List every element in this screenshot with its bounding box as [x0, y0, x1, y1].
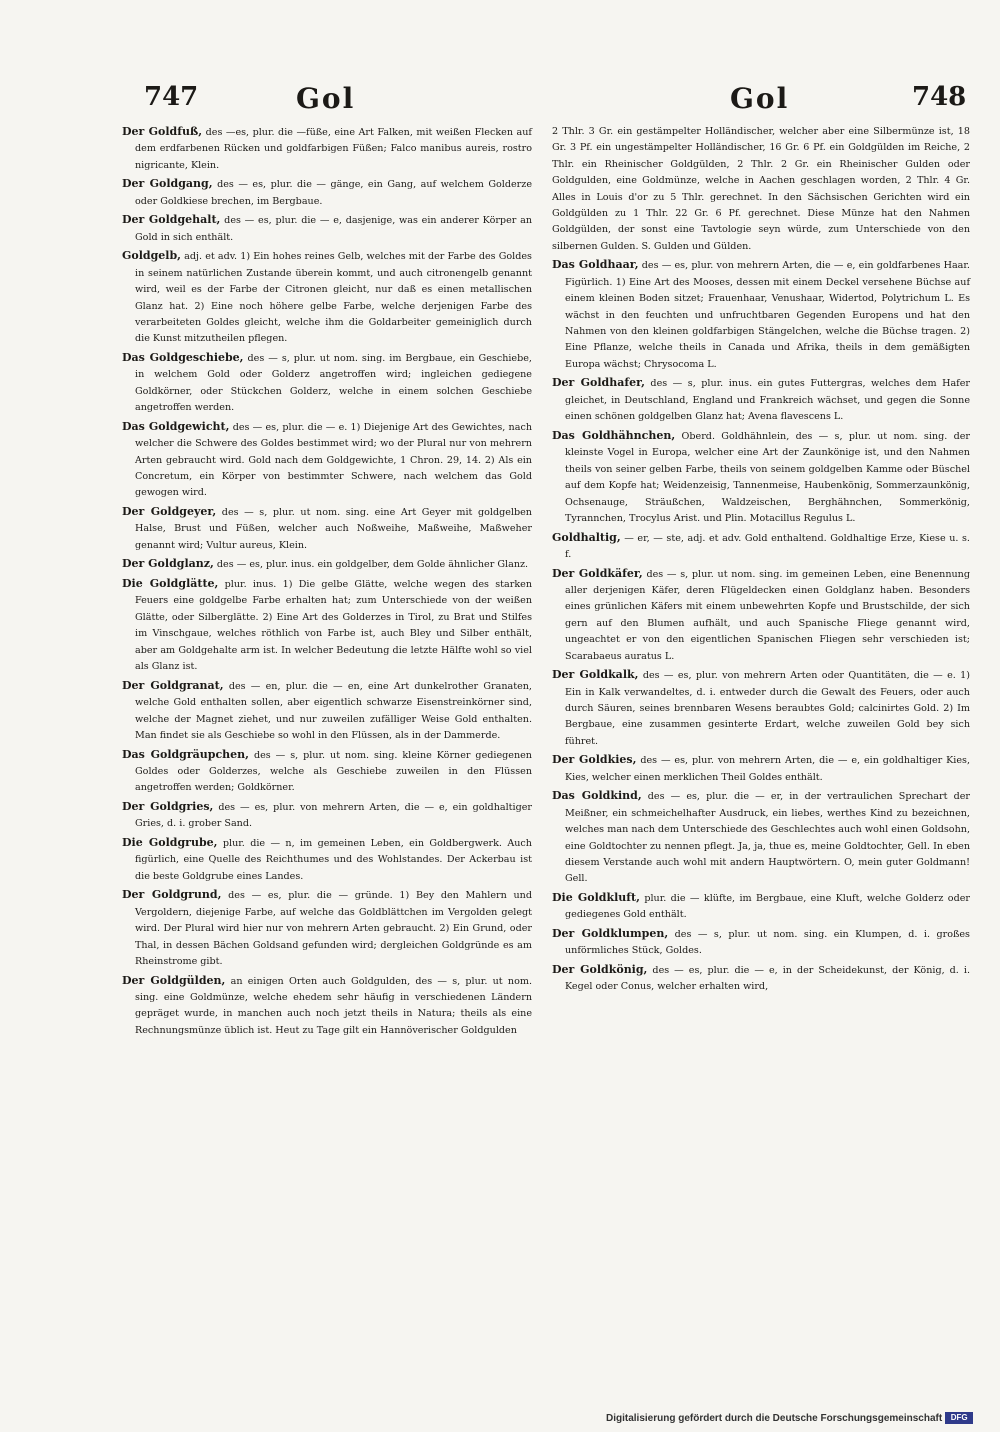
- dictionary-entry: [552, 788, 970, 887]
- dictionary-entry: [552, 375, 970, 425]
- dictionary-entry: [552, 566, 970, 665]
- dictionary-entry: [122, 678, 532, 745]
- dictionary-entry: [552, 752, 970, 786]
- entry-headword: Das Goldhähnchen,: [552, 428, 676, 442]
- dictionary-entry: [552, 962, 970, 996]
- entry-headword: Die Goldgrube,: [122, 835, 218, 849]
- entry-headword: Die Goldglätte,: [122, 577, 219, 591]
- entry-headword: Der Goldklumpen,: [552, 926, 669, 940]
- entry-headword: Der Goldgeyer,: [122, 505, 217, 519]
- entry-headword: Der Goldkalk,: [552, 668, 639, 682]
- dictionary-entry: [552, 667, 970, 750]
- footer-credit: Digitalisierung gefördert durch die Deutsche Forschungsgemeinschaft: [606, 1412, 943, 1424]
- dictionary-entry: [122, 747, 532, 797]
- entry-text: plur. inus. 1) Die gelbe Glätte, welche wegen des starken Feuers eine goldgelbe Farbe erhalten hat; zum Unterschiede von der weißen Glätte, oder Silberglätte. 2) Eine Art des Golderzes in Tirol, zu Brat und Stilfes im Vinschgaue, welches röthlich von Farbe ist, auch Bley und Silber enthält, aber am Goldgehalte arm ist. In welcher Bedeutung die letzte Hälfte wohl so viel als Glanz ist.: [135, 579, 532, 673]
- entry-headword: Das Goldhaar,: [552, 258, 639, 272]
- entry-text: plur. die — n, im gemeinen Leben, ein Goldbergwerk. Auch figürlich, eine Quelle des Reichthumes und des Wohlstandes. Der Ackerbau ist die beste Goldgrube eines Landes.: [135, 837, 532, 882]
- dictionary-entry: [122, 887, 532, 970]
- entry-headword: Die Goldkluft,: [552, 890, 640, 904]
- dictionary-entry: [122, 419, 532, 502]
- entry-headword: Der Goldgang,: [122, 177, 213, 191]
- entry-text: des — es, plur. die — e, in der Scheidekunst, der König, d. i. Kegel oder Conus, welcher erhalten wird,: [565, 964, 970, 993]
- dictionary-entry: [122, 799, 532, 833]
- entry-text: des — es, plur. von mehrern Arten, die — e, ein goldhaltiger Gries, d. i. grober Sand.: [135, 801, 532, 830]
- entry-text: des — s, plur. ut nom. sing. kleine Körner gediegenen Goldes oder Golderzes, welche als Geschiebe zuweilen in den Flüssen angetroffen werden; Goldkörner.: [135, 749, 532, 794]
- page-number-left: 747: [144, 82, 199, 112]
- dictionary-entry: [122, 504, 532, 554]
- entry-headword: Das Goldgräupchen,: [122, 747, 250, 761]
- entry-headword: Das Goldkind,: [552, 789, 642, 803]
- left-column: [122, 124, 532, 1041]
- dictionary-entry: [122, 835, 532, 885]
- dictionary-entry: [122, 212, 532, 246]
- dictionary-entry: [552, 428, 970, 527]
- entry-text: des — es, plur. die — e, dasjenige, was ein anderer Körper an Gold in sich enthält.: [135, 215, 533, 243]
- dictionary-entry: [552, 257, 970, 373]
- entry-text: des —es, plur. die —füße, eine Art Falken, mit weißen Flecken auf dem erdfarbenen Rücken und goldfarbigen Füßen; Falco manibus aureis, rostro nigricante, Klein.: [135, 127, 532, 171]
- dictionary-entry-continuation: [552, 124, 970, 255]
- catchword-left: Gol: [296, 82, 356, 115]
- entry-headword: Der Goldhafer,: [552, 376, 645, 390]
- entry-text: des — s, plur. ut nom. sing. im Bergbaue, ein Geschiebe, in welchem Gold oder Golderz angetroffen wird; ingleichen gediegene Goldkörner, oder Stückchen Golderz, welche in einem solchen Geschiebe angetroffen werden.: [135, 353, 532, 414]
- entry-text: des — s, plur. inus. ein gutes Futtergras, welches dem Hafer gleichet, in Deutschland, England und Frankreich wächset, und gegen die Sonne einen schönen goldgelben Glanz hat; Avena flavescens L.: [565, 378, 970, 423]
- entry-text: des — es, plur. von mehrern Arten, die — e, ein goldfarbenes Haar. Figürlich. 1) Eine Art des Mooses, dessen mit einem Deckel versehene Büchse auf einem kleinen Boden sitzet; Frauenhaar, Venushaar, Widertod, Polytrichum L. Es wächst in den feuchten und unfruchtbaren Gegenden Europens und hat den Nahmen von den kleinen goldfarbigen Stängelchen, welche die Büchse tragen. 2) Eine Pflanze, welche theils in Canada und Afrika, theils in dem gemäßigten Europa wächst; Chrysocoma L.: [565, 260, 970, 370]
- entry-text: des — s, plur. ut nom. sing. ein Klumpen, d. i. großes unförmliches Stück, Goldes.: [565, 928, 970, 957]
- entry-text: des — es, plur. von mehrern Arten oder Quantitäten, die — e. 1) Ein in Kalk verwandeltes, d. i. entweder durch die Gewalt des Feuers, oder auch durch Säuren, seines brennbaren Wesens beraubtes Gold; calcinirtes Gold. 2) Im Bergbaue, eine zusammen gesinterte Erdart, welche zuweilen Gold bey sich führet.: [565, 670, 970, 747]
- entry-text: des — s, plur. ut nom. sing. im gemeinen Leben, eine Benennung aller derjenigen Käfer, deren Flügeldecken einen Goldglanz haben. Besonders eines grünlichen Käfers mit einem unbewehrten Kopfe und Brustschilde, der sich gern auf den Blumen aufhält, und auch Spanische Fliege genannt wird, ungeachtet er von den eigentlichen Spanischen Fliegen sehr verschieden ist; Scarabaeus auratus L.: [565, 568, 970, 662]
- entry-headword: Der Goldkönig,: [552, 962, 648, 976]
- entry-text: 2 Thlr. 3 Gr. ein gestämpelter Holländischer, welcher aber eine Silbermünze ist, 18 Gr. 3 Pf. ein ungestämpelter Holländischer, 16 Gr. 6 Pf. ein Goldgülden im Reiche, 2 Thlr. ein Rheinischer Goldgülden, 2 Thlr. 2 Gr. ein Rheinischer Gulden oder Goldgulden, eine Goldmünze, welche in Aachen geschlagen worden, 2 Thlr. 4 Gr. Alles in Louis d'or zu 5 Thlr. gerechnet. In den Sächsischen Gerichten wird ein Goldgülden zu 1 Thlr. 22 Gr. 6 Pf. gerechnet. Diese Münze hat den Nahmen Goldgülden, der sonst eine Tavtologie seyn würde, zum Unterschiede von den silbernen Gulden. S. Gulden und Gülden.: [552, 126, 970, 252]
- entry-headword: Der Goldkies,: [552, 753, 637, 767]
- digitization-footer: [606, 1412, 973, 1424]
- entry-text: des — es, plur. die — e. 1) Diejenige Art des Gewichtes, nach welcher die Schwere des Goldes bestimmet wird; wo der Plural nur von mehrern Arten gebraucht wird. Gold nach dem Goldgewichte, 1 Chron. 29, 14. 2) Als ein Concretum, ein Körper von bestimmter Schwere, nach welchem das Gold gewogen wird.: [135, 421, 532, 499]
- entry-text: adj. et adv. 1) Ein hohes reines Gelb, welches mit der Farbe des Goldes in seinem natürlichen Zustande überein kommt, und auch citronengelb genannt wird, weil es der Farbe der Citronen gleicht, nur daß es einen metallischen Glanz hat. 2) Eine noch höhere gelbe Farbe, welche derjenigen Farbe des verarbeiteten Goldes gleicht, welche ihm die Goldarbeiter gemeiniglich durch die Kunst mitzutheilen pflegen.: [135, 251, 532, 345]
- entry-headword: Das Goldgewicht,: [122, 419, 230, 433]
- entry-headword: Der Goldgranat,: [122, 678, 224, 692]
- catchword-right: Gol: [730, 82, 790, 115]
- entry-headword: Der Goldglanz,: [122, 557, 214, 571]
- entry-headword: Der Goldgries,: [122, 799, 214, 813]
- dictionary-entry: [122, 556, 532, 573]
- entry-text: des — es, plur. die — gänge, ein Gang, auf welchem Golderze oder Goldkiese brechen, im Bergbaue.: [135, 179, 532, 207]
- dictionary-entry: [122, 576, 532, 675]
- entry-text: des — en, plur. die — en, eine Art dunkelrother Granaten, welche Gold enthalten sollen, aber eigentlich schwarze Eisenstreinkörner sind, welche der Magnet ziehet, und nur zuweilen zufälliger Weise Gold enthalten. Man findet sie als Geschiebe so wohl in den Flüssen, als in der Dammerde.: [135, 680, 532, 741]
- entry-text: des — s, plur. ut nom. sing. eine Art Geyer mit goldgelben Halse, Brust und Füßen, welcher auch Noßweihe, Maßweihe, Maßweher genannt wird; Vultur aureus, Klein.: [135, 507, 532, 551]
- right-column: [552, 124, 970, 998]
- entry-text: des — es, plur. von mehrern Arten, die — e, ein goldhaltiger Kies, Kies, welcher einen merklichen Theil Goldes enthält.: [565, 755, 970, 783]
- dictionary-entry: [122, 124, 532, 174]
- entry-headword: Der Goldfuß,: [122, 125, 203, 138]
- entry-text: an einigen Orten auch Goldgulden, des — s, plur. ut nom. sing. eine Goldmünze, welche ehedem sehr häufig in verschiedenen Ländern gepräget wurde, in manchen auch noch jetzt theils in Natura; theils als eine Rechnungsmünze üblich ist. Heut zu Tage gilt ein Hannöverischer Goldgulden: [135, 975, 532, 1036]
- entry-headword: Goldhaltig,: [552, 530, 621, 544]
- entry-text: des — es, plur. die — gründe. 1) Bey den Mahlern und Vergoldern, diejenige Farbe, auf welche das Goldblättchen im Vergolden gelegt wird. Der Plural wird hier nur von mehrern Arten gebraucht. 2) Ein Grund, oder Thal, in dessen Bächen Goldsand gefunden wird; dergleichen Goldgründe es am Rheinstrome gibt.: [135, 890, 532, 967]
- entry-text: des — es, plur. inus. ein goldgelber, dem Golde ähnlicher Glanz.: [216, 559, 529, 571]
- entry-headword: Der Goldkäfer,: [552, 566, 643, 580]
- entry-headword: Der Goldgehalt,: [122, 213, 221, 227]
- entry-headword: Der Goldgrund,: [122, 888, 222, 902]
- dictionary-entry: [122, 176, 532, 210]
- dictionary-entry: [552, 530, 970, 564]
- dictionary-entry: [122, 248, 532, 347]
- entry-text: plur. die — klüfte, im Bergbaue, eine Kluft, welche Golderz oder gediegenes Gold enthält.: [565, 892, 970, 921]
- dfg-logo-icon: DFG: [945, 1412, 973, 1424]
- page-number-right: 748: [912, 82, 967, 112]
- dictionary-entry: [552, 926, 970, 960]
- entry-text: Oberd. Goldhähnlein, des — s, plur. ut nom. sing. der kleinste Vogel in Europa, welcher eine Art der Zaunkönige ist, und den Nahmen theils von seiner gelben Farbe, theils von seinem goldgelben Kamme oder Büschel auf dem Kopfe hat; Weidenzeisig, Tannenmeise, Haubenkönig, Sommerzaunkönig, Ochsenauge, Sträußchen, Waldzeischen, Berghähnchen, Sommerkönig, Tyrannchen, Trocylus Arist. und Plin. Motacillus Regulus L.: [565, 430, 970, 524]
- entry-headword: Der Goldgülden,: [122, 973, 226, 987]
- dictionary-entry: [122, 973, 532, 1040]
- entry-text: — er, — ste, adj. et adv. Gold enthaltend. Goldhaltige Erze, Kiese u. s. f.: [565, 532, 970, 560]
- entry-text: des — es, plur. die — er, in der vertraulichen Sprechart der Meißner, ein schmeichelhafter Ausdruck, ein liebes, werthes Kind zu bezeichnen, welches man nach dem Unterschiede des Geschlechtes auch wohl einen Goldsohn, eine Goldtochter zu nennen pflegt. Ja, ja, thue es, meine Goldtochter, Gell. In eben diesem Verstande auch wohl mit andern Hauptwörtern. O, mein guter Goldmann! Gell.: [565, 791, 970, 885]
- entry-headword: Das Goldgeschiebe,: [122, 351, 244, 365]
- dictionary-entry: [122, 350, 532, 417]
- dictionary-entry: [552, 890, 970, 924]
- entry-headword: Goldgelb,: [122, 249, 181, 263]
